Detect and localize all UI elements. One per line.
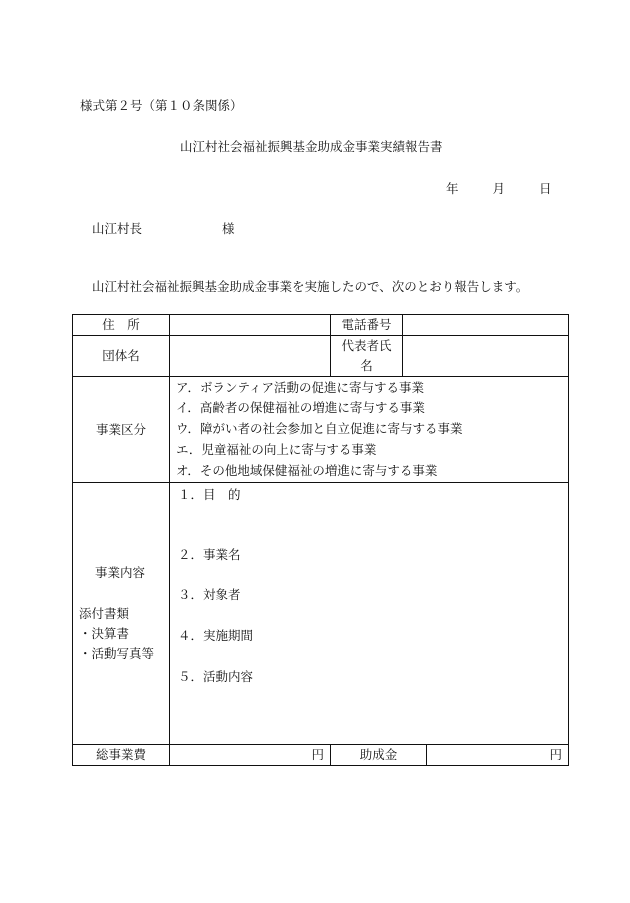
date-day: 日: [539, 181, 552, 196]
content-item-activities: ５．活動内容: [178, 668, 254, 684]
group-name-label: 団体名: [73, 336, 170, 377]
attachment-photos: ・活動写真等: [79, 645, 155, 661]
total-cost-field[interactable]: 円: [170, 745, 331, 766]
addressee: [92, 219, 235, 237]
content-row: [73, 483, 569, 745]
category-row: [73, 377, 569, 483]
content-item-project-name: ２．事業名: [178, 546, 241, 562]
address-label: 住 所: [73, 315, 170, 336]
content-field[interactable]: [170, 483, 569, 745]
cost-row: [73, 745, 569, 766]
category-option-a[interactable]: ア．ボランティア活動の促進に寄与する事業: [176, 379, 425, 395]
content-item-purpose: １．目 的: [178, 486, 241, 502]
intro-text: 山江村社会福祉振興基金助成金事業を実施したので、次のとおり報告します。: [92, 279, 529, 294]
category-option-e[interactable]: エ．児童福祉の向上に寄与する事業: [176, 441, 377, 457]
content-item-period: ４．実施期間: [178, 627, 254, 643]
attachments-label: 添付書類: [79, 605, 130, 621]
phone-field[interactable]: [403, 315, 569, 336]
grant-amount-field[interactable]: 円: [427, 745, 569, 766]
category-options: [170, 377, 569, 483]
address-row: [73, 315, 569, 336]
category-option-o[interactable]: オ．その他地域保健福祉の増進に寄与する事業: [176, 462, 438, 478]
report-table: [72, 314, 569, 766]
content-label-cell: [73, 483, 170, 745]
addressee-honorific: 様: [222, 221, 235, 236]
address-field[interactable]: [170, 315, 331, 336]
category-option-i[interactable]: イ．高齢者の保健福祉の増進に寄与する事業: [176, 400, 425, 416]
representative-field[interactable]: [403, 336, 569, 377]
phone-label: 電話番号: [331, 315, 403, 336]
addressee-name: 山江村長: [92, 221, 143, 236]
group-row: [73, 336, 569, 377]
category-option-u[interactable]: ウ．障がい者の社会参加と自立促進に寄与する事業: [176, 421, 463, 437]
total-cost-label: 総事業費: [73, 745, 170, 766]
category-label: 事業区分: [73, 377, 170, 483]
representative-label: 代表者氏名: [331, 336, 403, 377]
grant-label: 助成金: [331, 745, 427, 766]
form-number: 様式第２号（第１０条関係）: [80, 98, 243, 113]
group-name-field[interactable]: [170, 336, 331, 377]
content-label: 事業内容: [95, 564, 146, 580]
date-month: 月: [492, 181, 506, 196]
document-title: 山江村社会福祉振興基金助成金事業実績報告書: [180, 139, 443, 154]
date-line: [446, 179, 552, 197]
date-year: 年: [446, 181, 459, 196]
attachment-settlement: ・決算書: [79, 625, 130, 641]
content-item-target: ３．対象者: [178, 586, 241, 602]
